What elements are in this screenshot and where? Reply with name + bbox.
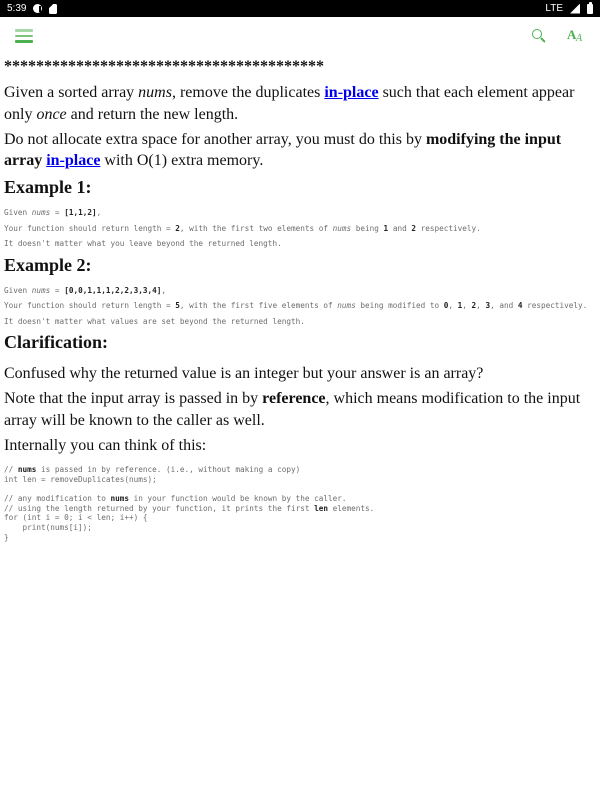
text-segment: , xyxy=(96,208,102,218)
text-segment: 1 xyxy=(457,301,463,311)
text-segment: 2 xyxy=(471,301,477,311)
code-line xyxy=(4,208,594,218)
code-line xyxy=(4,485,594,495)
notification-icon xyxy=(33,4,42,13)
text-segment: // any modification to xyxy=(4,494,111,504)
text-segment: Given xyxy=(4,208,32,218)
text-segment: nums xyxy=(31,285,51,295)
text-segment: , with the first five elements of xyxy=(179,301,338,311)
code-line xyxy=(4,533,594,543)
code-line xyxy=(4,504,594,514)
text-segment: print(nums[i]); xyxy=(4,522,92,532)
text-segment: Given xyxy=(4,285,32,295)
text-segment: nums xyxy=(110,494,129,504)
text-segment: [0,0,1,1,1,2,2,3,3,4] xyxy=(64,285,162,295)
text-segment: // xyxy=(4,465,18,475)
text-segment: nums xyxy=(138,84,172,101)
status-bar-right xyxy=(545,3,593,14)
battery-icon xyxy=(587,4,593,14)
text-segment: is passed in by reference. (i.e., without making a copy) xyxy=(36,465,301,475)
text-segment: 3 xyxy=(485,301,491,311)
toolbar xyxy=(0,17,600,55)
text-segment: Your function should return length = xyxy=(4,301,176,311)
text-segment: Confused why the returned value is an integer but your answer is an array? xyxy=(4,365,484,383)
network-type-label: LTE xyxy=(545,3,563,14)
text-segment: int len = removeDuplicates(nums); xyxy=(4,474,157,484)
text-segment: , xyxy=(161,285,167,295)
text-segment: It doesn't matter what values are set beyond the returned length. xyxy=(4,316,305,326)
text-segment: , and xyxy=(490,301,518,311)
text-segment: Your function should return length = xyxy=(4,223,176,233)
text-segment: respectively. xyxy=(415,223,481,233)
in-place-link[interactable]: in-place xyxy=(46,152,101,170)
text-segment: , with the first two elements of xyxy=(179,223,333,233)
text-segment: respectively. xyxy=(522,301,588,311)
text-segment: = xyxy=(50,285,65,295)
in-place-link[interactable]: in-place xyxy=(324,84,379,101)
font-icon-large-letter: A xyxy=(567,27,577,42)
text-segment: being xyxy=(351,223,384,233)
text-segment: reference xyxy=(262,389,326,407)
separator-line: **************************************** xyxy=(4,58,324,75)
code-line xyxy=(4,494,594,504)
text-segment: Do not allocate extra space for another array, you must do this by xyxy=(4,130,426,148)
text-segment: [1,1,2] xyxy=(64,208,97,218)
text-segment: nums xyxy=(17,465,37,475)
text-segment: len xyxy=(314,503,328,513)
text-segment: and xyxy=(388,223,412,233)
example1-block xyxy=(4,208,594,249)
status-bar-left xyxy=(7,3,57,14)
example2-heading: Example 2: xyxy=(4,254,92,275)
font-icon-small-letter: A xyxy=(576,33,583,44)
code-line xyxy=(4,301,594,311)
code-line xyxy=(4,286,594,296)
code-line xyxy=(4,317,594,327)
text-segment: It doesn't matter what you leave beyond the returned length. xyxy=(4,239,282,249)
signal-icon xyxy=(570,4,580,14)
internally-intro xyxy=(4,435,594,457)
text-segment: Note that the input array is passed in by xyxy=(4,389,263,407)
text-segment: , xyxy=(476,301,486,311)
text-segment: 5 xyxy=(175,301,180,311)
text-segment: = xyxy=(50,208,65,218)
clarification-question xyxy=(4,363,594,385)
text-segment: once xyxy=(36,105,67,123)
text-segment: , xyxy=(462,301,472,311)
status-bar xyxy=(0,0,600,17)
text-segment: , remove the duplicates xyxy=(171,84,325,101)
text-segment: } xyxy=(4,532,9,542)
text-segment: with O(1) extra memory. xyxy=(100,152,264,170)
text-segment: for (int i = 0; i < len; i++) { xyxy=(4,513,148,523)
clarification-heading: Clarification: xyxy=(4,332,108,353)
text-segment: and return the new length. xyxy=(66,105,239,123)
text-segment: such that each element appear only xyxy=(4,84,575,123)
code-line xyxy=(4,239,594,249)
intro-paragraph xyxy=(4,82,594,126)
reference-note xyxy=(4,388,594,432)
problem-description xyxy=(0,55,600,542)
example1-heading: Example 1: xyxy=(4,177,92,198)
text-segment: 4 xyxy=(517,301,523,311)
text-segment: , xyxy=(448,301,458,311)
text-segment: 0 xyxy=(443,301,449,311)
constraint-paragraph xyxy=(4,129,594,173)
font-settings-icon[interactable] xyxy=(567,28,585,44)
text-segment: Internally you can think of this: xyxy=(4,436,207,454)
menu-icon[interactable] xyxy=(15,29,33,43)
text-segment: in your function would be known by the caller. xyxy=(128,494,347,504)
code-line xyxy=(4,224,594,234)
example2-block xyxy=(4,286,594,327)
text-segment: 2 xyxy=(411,223,416,233)
code-line xyxy=(4,523,594,533)
clock: 5:39 xyxy=(7,3,27,14)
code-line xyxy=(4,465,594,475)
code-block xyxy=(4,465,594,542)
text-segment: 2 xyxy=(175,223,180,233)
text-segment: 1 xyxy=(383,223,389,233)
code-line xyxy=(4,513,594,523)
text-segment: Given a sorted array xyxy=(4,84,139,101)
search-icon[interactable] xyxy=(531,28,547,44)
text-segment: nums xyxy=(332,223,352,233)
text-segment: elements. xyxy=(328,503,375,513)
text-segment: // using the length returned by your function, it prints the first xyxy=(4,503,315,513)
text-segment: nums xyxy=(31,208,51,218)
text-segment: being modified to xyxy=(355,301,444,311)
text-segment: modifying the input array xyxy=(4,130,562,170)
text-segment: nums xyxy=(337,301,356,311)
code-line xyxy=(4,475,594,485)
text-segment: , which means modification to the input array will be known to the caller as well. xyxy=(4,389,581,429)
toolbar-actions xyxy=(531,28,585,44)
screenshot-notification-icon xyxy=(49,4,57,14)
